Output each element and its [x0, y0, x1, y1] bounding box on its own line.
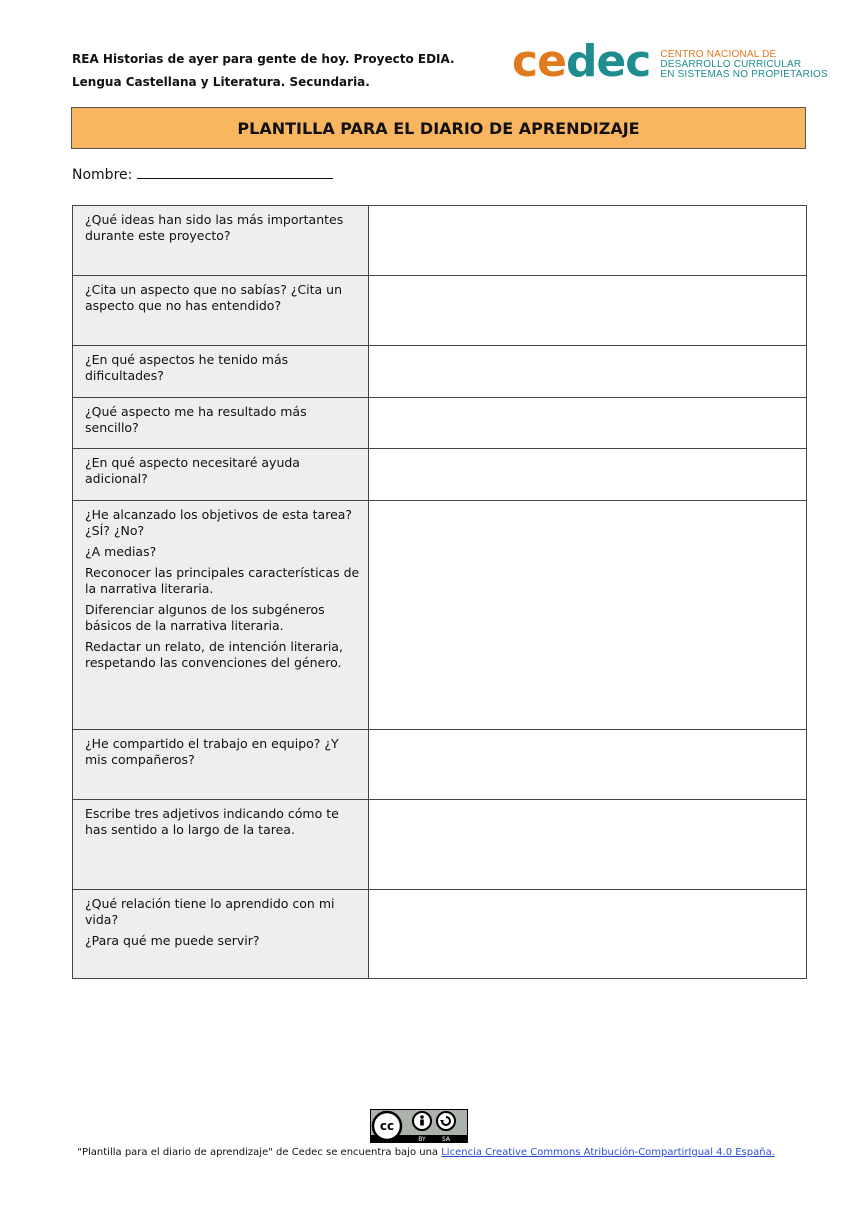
question-text: Escribe tres adjetivos indicando cómo te has sentido a lo largo de la tarea. — [85, 806, 339, 837]
question-text: ¿A medias? — [85, 544, 157, 559]
question-cell — [73, 398, 369, 449]
diary-table — [72, 205, 807, 979]
header-line-2: Lengua Castellana y Literatura. Secundaria. — [72, 75, 370, 89]
cc-badge-sa-text: SA — [441, 1136, 451, 1143]
cc-badge-cc-text: cc — [379, 1119, 395, 1133]
license-text: “Plantilla para el diario de aprendizaje" de Cedec se encuentra bajo una — [77, 1147, 442, 1158]
answer-cell[interactable] — [369, 206, 807, 276]
question-text: Redactar un relato, de intención literaria, respetando las convenciones del género. — [85, 639, 343, 670]
nombre-blank-line[interactable] — [137, 164, 333, 179]
question-text: ¿Qué relación tiene lo aprendido con mi vida? — [85, 896, 335, 927]
cc-by-sa-badge-icon — [370, 1109, 468, 1143]
question-cell — [73, 890, 369, 979]
nombre-field — [72, 164, 333, 183]
answer-cell[interactable] — [369, 276, 807, 346]
document-header — [72, 48, 455, 94]
table-row — [73, 346, 807, 398]
table-row — [73, 890, 807, 979]
answer-cell[interactable] — [369, 730, 807, 800]
answer-cell[interactable] — [369, 449, 807, 501]
question-text: ¿Qué ideas han sido las más importantes durante este proyecto? — [85, 212, 344, 243]
table-row — [73, 800, 807, 890]
cedec-logo-word — [512, 36, 651, 87]
license-footer — [0, 1147, 852, 1158]
cedec-logo — [512, 36, 828, 87]
question-text: ¿En qué aspectos he tenido más dificultades? — [85, 352, 289, 383]
answer-cell[interactable] — [369, 501, 807, 730]
question-cell — [73, 206, 369, 276]
table-row — [73, 206, 807, 276]
logo-word-ce: ce — [512, 36, 566, 87]
question-text: ¿Para qué me puede servir? — [85, 933, 260, 948]
cc-badge-by-text: BY — [418, 1136, 426, 1143]
logo-sub-line-1: CENTRO NACIONAL DE — [660, 49, 777, 60]
question-text: ¿Qué aspecto me ha resultado más sencillo? — [85, 404, 307, 435]
answer-cell[interactable] — [369, 800, 807, 890]
table-row — [73, 501, 807, 730]
table-row — [73, 449, 807, 501]
question-text: ¿He compartido el trabajo en equipo? ¿Y mis compañeros? — [85, 736, 339, 767]
logo-sub-line-2: DESARROLLO CURRICULAR — [660, 59, 802, 70]
question-text: Reconocer las principales características de la narrativa literaria. — [85, 565, 360, 596]
table-row — [73, 398, 807, 449]
logo-word-dec: dec — [565, 36, 651, 87]
question-text: ¿Cita un aspecto que no sabías? ¿Cita un aspecto que no has entendido? — [85, 282, 343, 313]
header-line-1: REA Historias de ayer para gente de hoy. Proyecto EDIA. — [72, 52, 455, 66]
question-cell — [73, 730, 369, 800]
question-text: Diferenciar algunos de los subgéneros básicos de la narrativa literaria. — [85, 602, 325, 633]
logo-sub-line-3: EN SISTEMAS NO PROPIETARIOS — [660, 69, 828, 80]
cedec-logo-subtitle — [660, 50, 827, 80]
question-text: ¿He alcanzado los objetivos de esta tarea? ¿SÍ? ¿No? — [85, 507, 353, 538]
license-link[interactable]: Licencia Creative Commons Atribución-CompartirIgual 4.0 España. — [441, 1147, 775, 1158]
question-cell — [73, 449, 369, 501]
question-text: ¿En qué aspecto necesitaré ayuda adicional? — [85, 455, 300, 486]
answer-cell[interactable] — [369, 346, 807, 398]
answer-cell[interactable] — [369, 890, 807, 979]
answer-cell[interactable] — [369, 398, 807, 449]
question-cell — [73, 501, 369, 730]
nombre-label: Nombre: — [72, 167, 133, 183]
question-cell — [73, 800, 369, 890]
question-cell — [73, 346, 369, 398]
question-cell — [73, 276, 369, 346]
table-row — [73, 276, 807, 346]
page-title: PLANTILLA PARA EL DIARIO DE APRENDIZAJE — [71, 107, 806, 149]
table-row — [73, 730, 807, 800]
